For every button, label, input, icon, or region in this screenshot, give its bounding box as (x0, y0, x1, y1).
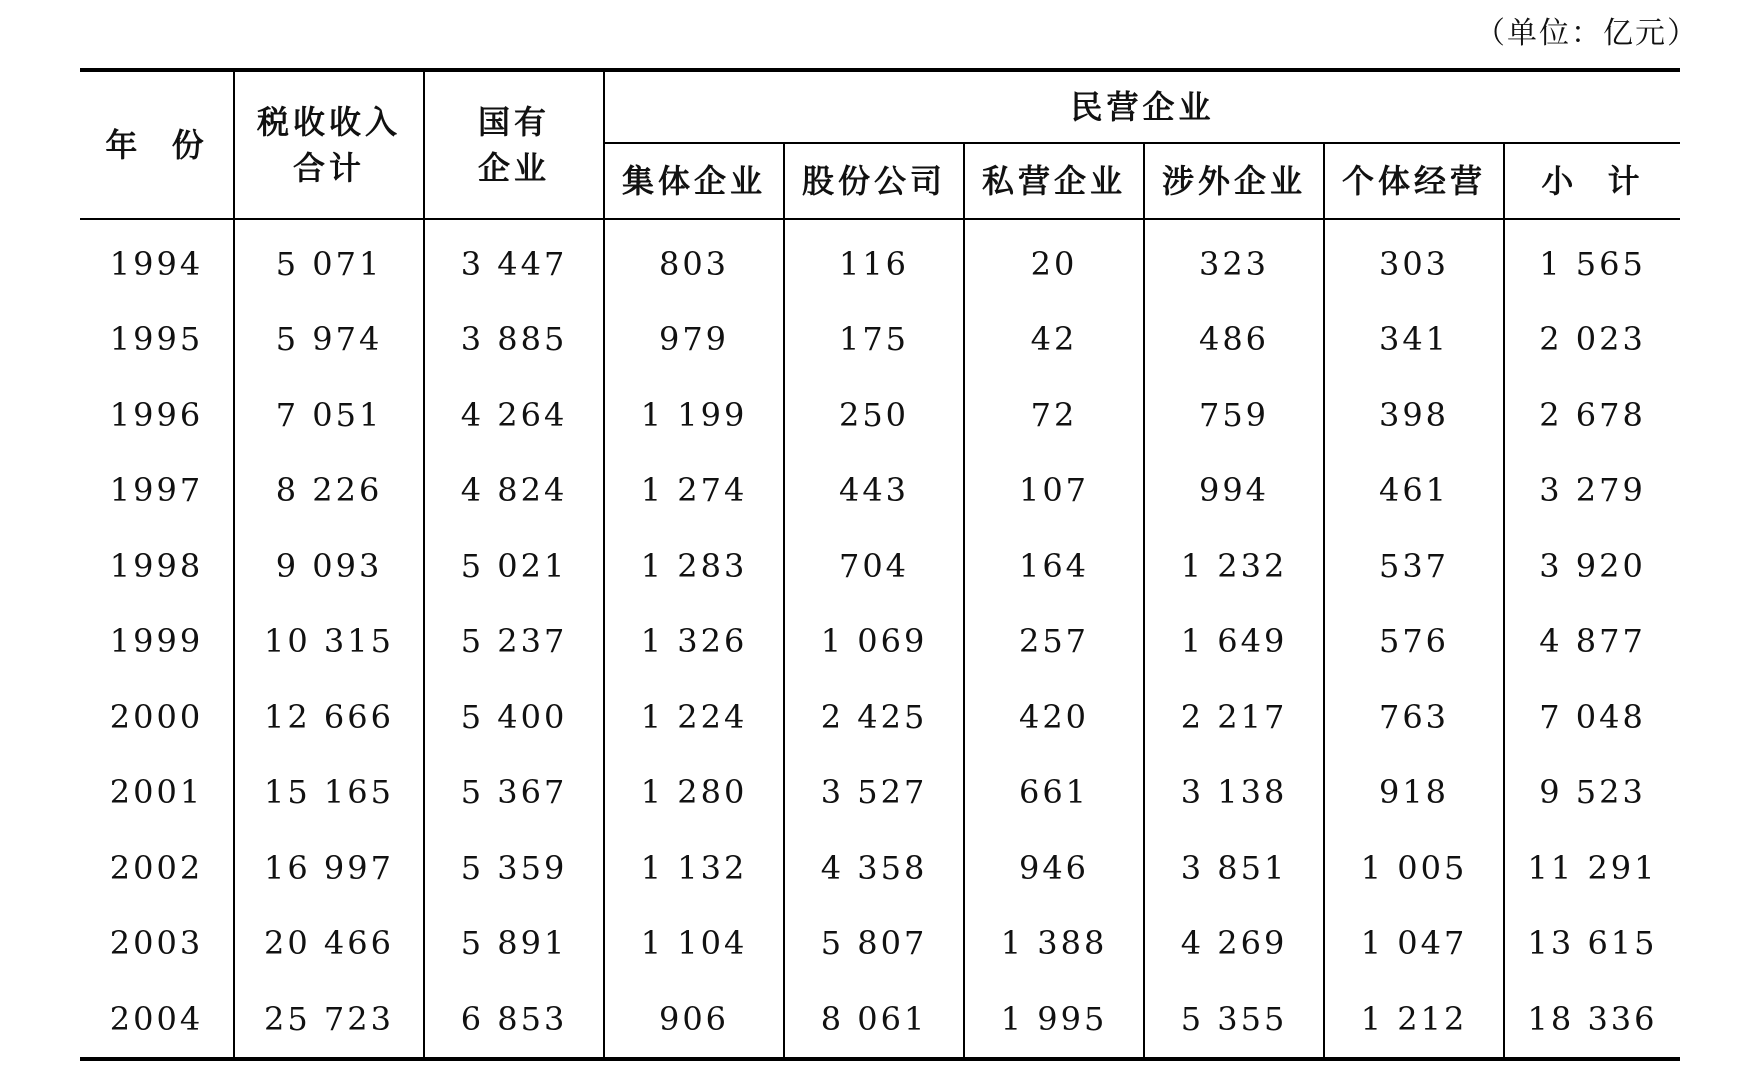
cell-total: 12 666 (234, 679, 424, 755)
header-state-line1: 国有 (477, 103, 550, 141)
header-state-line2: 企业 (477, 149, 550, 187)
header-subtotal: 小 计 (1504, 143, 1680, 219)
cell-total: 20 466 (234, 906, 424, 982)
cell-state: 6 853 (424, 981, 604, 1059)
table-row (80, 755, 1680, 831)
cell-state: 5 237 (424, 604, 604, 680)
cell-collective: 979 (604, 302, 784, 378)
cell-individual: 303 (1324, 219, 1504, 302)
cell-state: 3 885 (424, 302, 604, 378)
cell-collective: 906 (604, 981, 784, 1059)
cell-private: 1 388 (964, 906, 1144, 982)
cell-individual: 537 (1324, 528, 1504, 604)
cell-private: 42 (964, 302, 1144, 378)
cell-foreign: 323 (1144, 219, 1324, 302)
table-row (80, 219, 1680, 302)
cell-individual: 1 212 (1324, 981, 1504, 1059)
cell-state: 5 367 (424, 755, 604, 831)
cell-joint-stock: 1 069 (784, 604, 964, 680)
cell-total: 7 051 (234, 377, 424, 453)
header-total-line2: 合计 (292, 149, 365, 187)
cell-subtotal: 2 023 (1504, 302, 1680, 378)
cell-total: 16 997 (234, 830, 424, 906)
cell-year: 2003 (109, 924, 204, 963)
cell-subtotal: 3 920 (1504, 528, 1680, 604)
cell-year: 2001 (109, 773, 204, 812)
cell-total: 15 165 (234, 755, 424, 831)
cell-collective: 1 224 (604, 679, 784, 755)
header-collective: 集体企业 (604, 143, 784, 219)
unit-label: （单位：亿元） (1475, 16, 1699, 51)
cell-subtotal: 9 523 (1504, 755, 1680, 831)
header-year: 年 份 (80, 70, 234, 219)
cell-subtotal: 2 678 (1504, 377, 1680, 453)
header-joint-stock: 股份公司 (784, 143, 964, 219)
cell-joint-stock: 443 (784, 453, 964, 529)
cell-private: 20 (964, 219, 1144, 302)
cell-year: 1994 (109, 244, 204, 283)
cell-private: 257 (964, 604, 1144, 680)
header-total-line1: 税收收入 (256, 103, 401, 141)
cell-private: 946 (964, 830, 1144, 906)
cell-joint-stock: 5 807 (784, 906, 964, 982)
cell-foreign: 3 138 (1144, 755, 1324, 831)
cell-private: 1 995 (964, 981, 1144, 1059)
cell-total: 8 226 (234, 453, 424, 529)
cell-state: 5 891 (424, 906, 604, 982)
table-body (80, 219, 1680, 1059)
table-row (80, 453, 1680, 529)
tax-revenue-table (80, 68, 1680, 1061)
cell-total: 5 071 (234, 219, 424, 302)
cell-year: 1998 (109, 546, 204, 585)
cell-joint-stock: 116 (784, 219, 964, 302)
cell-private: 107 (964, 453, 1144, 529)
cell-joint-stock: 175 (784, 302, 964, 378)
cell-subtotal: 7 048 (1504, 679, 1680, 755)
cell-collective: 1 274 (604, 453, 784, 529)
cell-joint-stock: 250 (784, 377, 964, 453)
cell-foreign: 4 269 (1144, 906, 1324, 982)
cell-state: 4 264 (424, 377, 604, 453)
cell-private: 164 (964, 528, 1144, 604)
cell-collective: 1 199 (604, 377, 784, 453)
cell-collective: 1 283 (604, 528, 784, 604)
cell-state: 3 447 (424, 219, 604, 302)
cell-subtotal: 4 877 (1504, 604, 1680, 680)
table-row (80, 981, 1680, 1059)
header-state (424, 70, 604, 219)
table-row (80, 830, 1680, 906)
cell-foreign: 486 (1144, 302, 1324, 378)
cell-joint-stock: 704 (784, 528, 964, 604)
cell-year: 2002 (109, 848, 204, 887)
cell-total: 5 974 (234, 302, 424, 378)
cell-collective: 1 326 (604, 604, 784, 680)
cell-year: 2000 (109, 697, 204, 736)
cell-subtotal: 18 336 (1504, 981, 1680, 1059)
cell-state: 4 824 (424, 453, 604, 529)
cell-joint-stock: 8 061 (784, 981, 964, 1059)
cell-collective: 803 (604, 219, 784, 302)
cell-foreign: 2 217 (1144, 679, 1324, 755)
header-foreign: 涉外企业 (1144, 143, 1324, 219)
cell-foreign: 3 851 (1144, 830, 1324, 906)
cell-subtotal: 3 279 (1504, 453, 1680, 529)
cell-joint-stock: 3 527 (784, 755, 964, 831)
cell-subtotal: 11 291 (1504, 830, 1680, 906)
cell-individual: 763 (1324, 679, 1504, 755)
cell-state: 5 359 (424, 830, 604, 906)
cell-year: 1995 (109, 320, 204, 359)
cell-joint-stock: 2 425 (784, 679, 964, 755)
cell-individual: 398 (1324, 377, 1504, 453)
cell-subtotal: 13 615 (1504, 906, 1680, 982)
cell-year: 1996 (109, 395, 204, 434)
cell-individual: 918 (1324, 755, 1504, 831)
cell-foreign: 759 (1144, 377, 1324, 453)
cell-state: 5 021 (424, 528, 604, 604)
cell-joint-stock: 4 358 (784, 830, 964, 906)
cell-year: 1999 (109, 622, 204, 661)
cell-private: 661 (964, 755, 1144, 831)
cell-foreign: 1 649 (1144, 604, 1324, 680)
cell-collective: 1 280 (604, 755, 784, 831)
header-private: 私营企业 (964, 143, 1144, 219)
table-header (80, 70, 1680, 219)
cell-foreign: 5 355 (1144, 981, 1324, 1059)
table-row (80, 302, 1680, 378)
cell-private: 420 (964, 679, 1144, 755)
cell-collective: 1 104 (604, 906, 784, 982)
header-private-group: 民营企业 (604, 70, 1680, 143)
table-row (80, 679, 1680, 755)
cell-individual: 576 (1324, 604, 1504, 680)
cell-individual: 461 (1324, 453, 1504, 529)
cell-foreign: 1 232 (1144, 528, 1324, 604)
header-individual: 个体经营 (1324, 143, 1504, 219)
cell-private: 72 (964, 377, 1144, 453)
cell-total: 25 723 (234, 981, 424, 1059)
header-total (234, 70, 424, 219)
cell-total: 9 093 (234, 528, 424, 604)
cell-year: 2004 (80, 981, 234, 1059)
table-row (80, 377, 1680, 453)
table-row (80, 528, 1680, 604)
table-row (80, 604, 1680, 680)
cell-individual: 1 005 (1324, 830, 1504, 906)
cell-total: 10 315 (234, 604, 424, 680)
cell-year: 1997 (109, 471, 204, 510)
cell-individual: 341 (1324, 302, 1504, 378)
cell-state: 5 400 (424, 679, 604, 755)
cell-subtotal: 1 565 (1504, 219, 1680, 302)
table-row (80, 906, 1680, 982)
cell-collective: 1 132 (604, 830, 784, 906)
cell-foreign: 994 (1144, 453, 1324, 529)
cell-individual: 1 047 (1324, 906, 1504, 982)
